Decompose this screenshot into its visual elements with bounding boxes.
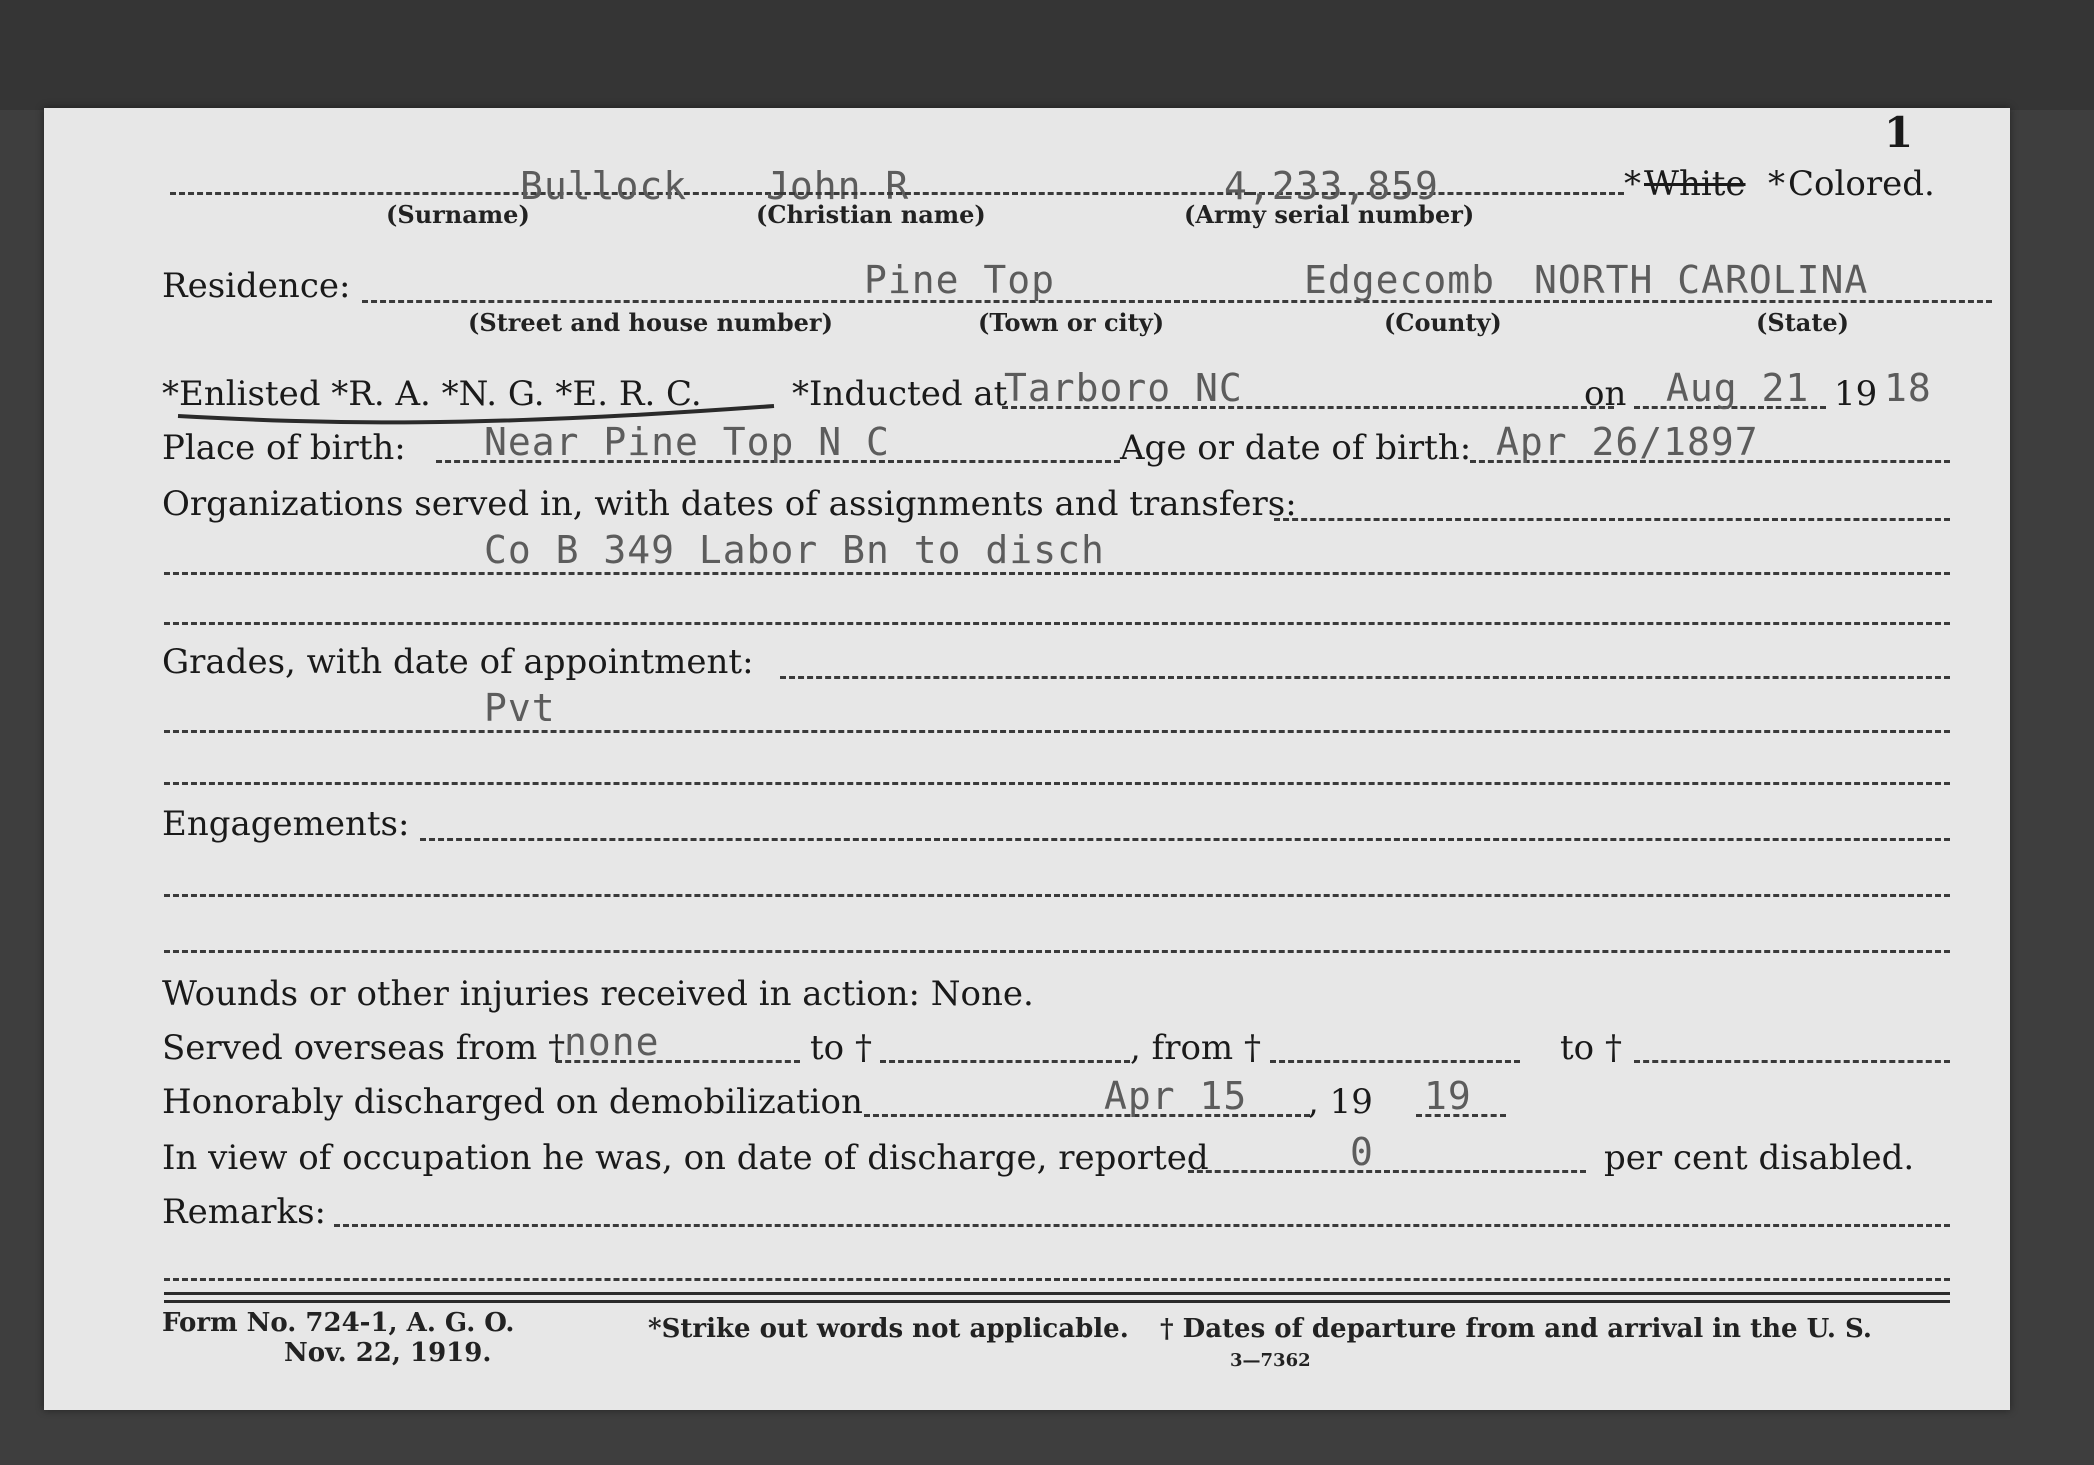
surname-line xyxy=(170,192,780,195)
service-record-card xyxy=(44,108,2010,1410)
scanner-background xyxy=(0,0,2094,110)
army-serial-value: 4,233,859 xyxy=(1224,164,1439,208)
birth-date-value: Apr 26/1897 xyxy=(1496,420,1759,464)
street-caption: (Street and house number) xyxy=(468,308,833,337)
residence-label: Residence: xyxy=(162,266,351,306)
remarks-line-1 xyxy=(334,1224,1950,1227)
organizations-label: Organizations served in, with dates of assignments and transfers: xyxy=(162,484,1297,524)
grades-line-2 xyxy=(164,730,1950,733)
discharge-date-value: Apr 15 xyxy=(1104,1074,1248,1118)
page-number: 1 xyxy=(1884,108,1914,157)
inducted-at-value: Tarboro NC xyxy=(1004,366,1243,410)
place-of-birth-value: Near Pine Top N C xyxy=(484,420,890,464)
grades-line-3 xyxy=(164,782,1950,785)
overseas-from2-line xyxy=(1270,1060,1520,1063)
discharge-year-value: 19 xyxy=(1424,1074,1472,1118)
engagements-line-3 xyxy=(164,950,1950,953)
induction-date-value: Aug 21 xyxy=(1666,366,1810,410)
overseas-from-label: Served overseas from † xyxy=(162,1028,566,1068)
overseas-from2-label: , from † xyxy=(1130,1028,1261,1068)
residence-town-value: Pine Top xyxy=(864,258,1056,302)
remarks-line-2 xyxy=(164,1278,1950,1281)
grades-label: Grades, with date of appointment: xyxy=(162,642,754,682)
print-code: 3—7362 xyxy=(1230,1350,1311,1371)
surname-caption: (Surname) xyxy=(386,200,530,229)
race-white-prefix: * xyxy=(1624,164,1641,204)
inducted-label: *Inducted at xyxy=(792,374,1008,414)
birth-date-label: Age or date of birth: xyxy=(1120,428,1472,468)
overseas-to2-line xyxy=(1634,1060,1950,1063)
residence-county-value: Edgecomb xyxy=(1304,258,1496,302)
race-colored-prefix: * xyxy=(1768,164,1785,204)
overseas-to-label: to † xyxy=(810,1028,872,1068)
footer-rule-1 xyxy=(164,1292,1950,1295)
grades-line-1 xyxy=(780,676,1950,679)
disability-suffix: per cent disabled. xyxy=(1604,1138,1915,1178)
enlistment-options: *Enlisted *R. A. *N. G. *E. R. C. xyxy=(162,374,702,414)
disability-label: In view of occupation he was, on date of discharge, reported xyxy=(162,1138,1209,1178)
state-caption: (State) xyxy=(1756,308,1850,337)
disability-value: 0 xyxy=(1350,1130,1374,1174)
organizations-line-1 xyxy=(1274,518,1950,521)
engagements-line-1 xyxy=(420,838,1950,841)
inducted-line xyxy=(1002,406,1614,409)
county-caption: (County) xyxy=(1384,308,1502,337)
race-white-option: White xyxy=(1644,164,1746,204)
overseas-to-line xyxy=(880,1060,1130,1063)
strike-out-note: *Strike out words not applicable. xyxy=(648,1314,1129,1344)
overseas-from-value: none xyxy=(564,1020,660,1064)
engagements-label: Engagements: xyxy=(162,804,410,844)
organizations-line-3 xyxy=(164,622,1950,625)
grades-value: Pvt xyxy=(484,686,556,730)
place-of-birth-label: Place of birth: xyxy=(162,428,406,468)
form-date: Nov. 22, 1919. xyxy=(284,1338,492,1368)
discharge-label: Honorably discharged on demobilization xyxy=(162,1082,863,1122)
induction-year-value: 18 xyxy=(1884,366,1932,410)
discharge-year-prefix: , 19 xyxy=(1308,1082,1373,1122)
disability-line xyxy=(1188,1170,1586,1173)
army-serial-caption: (Army serial number) xyxy=(1184,200,1475,229)
town-caption: (Town or city) xyxy=(978,308,1165,337)
dates-note: † Dates of departure from and arrival in the U. S. xyxy=(1160,1314,1872,1344)
engagements-line-2 xyxy=(164,894,1950,897)
christian-name-line xyxy=(780,192,1250,195)
surname-value: Bullock xyxy=(520,164,688,208)
induction-on-label: on xyxy=(1584,374,1627,414)
form-number: Form No. 724-1, A. G. O. xyxy=(162,1308,515,1338)
race-colored-option: Colored. xyxy=(1788,164,1935,204)
organizations-line-2 xyxy=(164,572,1950,575)
organizations-value: Co B 349 Labor Bn to disch xyxy=(484,528,1105,572)
overseas-to2-label: to † xyxy=(1560,1028,1622,1068)
residence-state-value: NORTH CAROLINA xyxy=(1534,258,1869,302)
wounds-text: Wounds or other injuries received in action: None. xyxy=(162,974,1034,1014)
christian-name-caption: (Christian name) xyxy=(756,200,986,229)
remarks-label: Remarks: xyxy=(162,1192,326,1232)
christian-name-value: John R xyxy=(766,164,910,208)
footer-rule-2 xyxy=(164,1300,1950,1303)
induction-year-prefix: 19 xyxy=(1834,374,1878,414)
